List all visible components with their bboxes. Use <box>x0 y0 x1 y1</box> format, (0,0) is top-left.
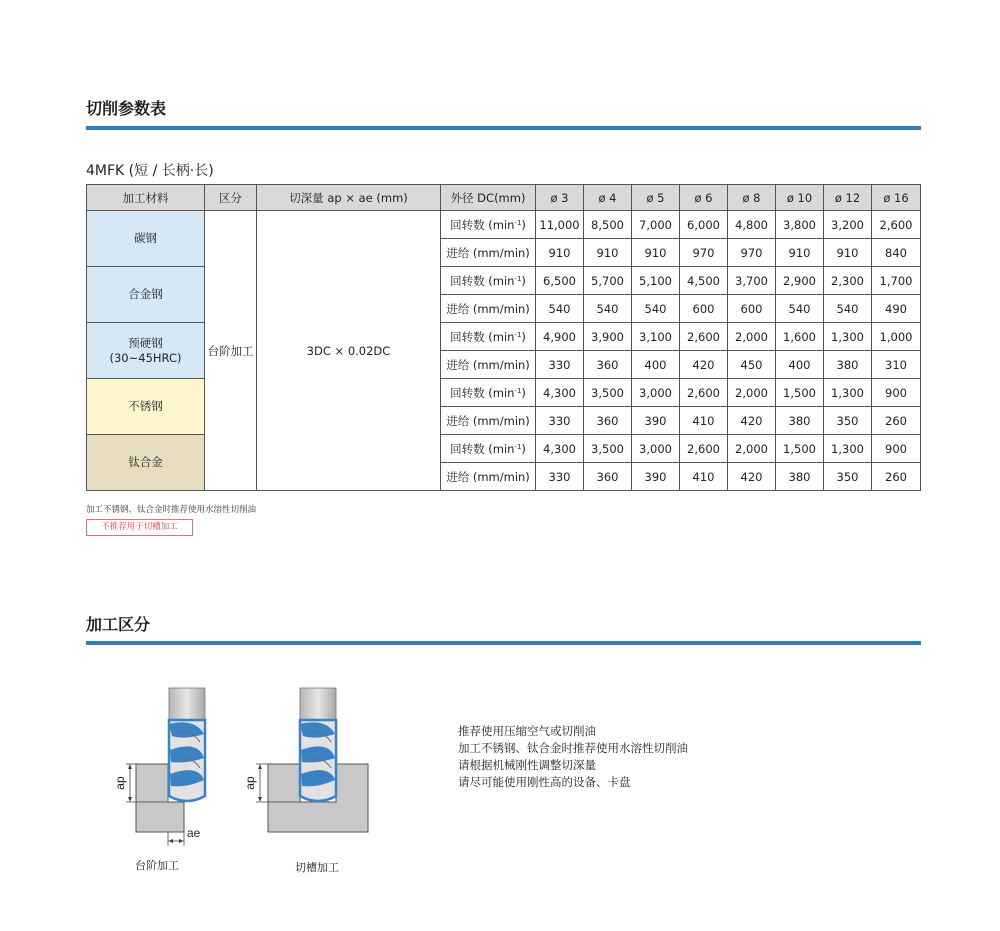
feed-value: 360 <box>584 463 632 491</box>
feed-value: 540 <box>632 295 680 323</box>
rpm-label-text: 回转数 (min <box>450 273 515 288</box>
feed-value: 420 <box>728 463 776 491</box>
feed-value: 600 <box>680 295 728 323</box>
step-machining-diagram <box>113 688 205 846</box>
product-subtitle: 4MFK (短 / 长柄·长) <box>86 163 214 179</box>
rpm-value: 4,500 <box>680 267 728 295</box>
rpm-label-text: 回转数 (min <box>450 329 515 344</box>
header-size: ø 16 <box>872 185 921 211</box>
feed-value: 260 <box>872 463 921 491</box>
rpm-value: 4,300 <box>536 379 584 407</box>
feed-value: 540 <box>776 295 824 323</box>
feed-value: 840 <box>872 239 921 267</box>
feed-value: 910 <box>584 239 632 267</box>
feed-value: 390 <box>632 407 680 435</box>
rpm-label-sup: -1 <box>514 442 522 451</box>
feed-value: 970 <box>680 239 728 267</box>
material-carbon-steel <box>87 211 205 267</box>
rpm-label-close: ) <box>521 441 526 456</box>
note-water-soluble-oil: 加工不锈钢、钛合金时推荐使用水溶性切削油 <box>86 505 257 515</box>
feed-value: 540 <box>536 295 584 323</box>
feed-value: 330 <box>536 351 584 379</box>
material-titanium-alloy <box>87 435 205 491</box>
header-size: ø 3 <box>536 185 584 211</box>
feed-value: 450 <box>728 351 776 379</box>
material-name: 碳钢 <box>134 231 157 246</box>
cutting-params-table <box>86 184 921 491</box>
rpm-value: 2,600 <box>680 379 728 407</box>
slot-machining-caption: 切槽加工 <box>295 861 339 874</box>
header-size: ø 8 <box>728 185 776 211</box>
header-depth: 切深量 ap × ae (mm) <box>257 185 441 211</box>
rpm-value: 4,300 <box>536 435 584 463</box>
feed-value: 380 <box>776 463 824 491</box>
rpm-value: 2,600 <box>872 211 921 239</box>
rpm-label-sup: -1 <box>514 386 522 395</box>
feed-value: 360 <box>584 407 632 435</box>
rpm-label-text: 回转数 (min <box>450 441 515 456</box>
feed-label: 进给 (mm/min) <box>441 239 536 267</box>
header-size: ø 4 <box>584 185 632 211</box>
rpm-label <box>441 379 536 407</box>
rpm-value: 1,300 <box>824 435 872 463</box>
feed-value: 350 <box>824 463 872 491</box>
rpm-label-sup: -1 <box>514 274 522 283</box>
rpm-label-text: 回转数 (min <box>450 385 515 400</box>
usage-tips <box>458 723 688 791</box>
rpm-label-sup: -1 <box>514 218 522 227</box>
machining-diagrams <box>100 680 400 880</box>
rpm-value: 7,000 <box>632 211 680 239</box>
rpm-value: 900 <box>872 435 921 463</box>
rpm-value: 4,800 <box>728 211 776 239</box>
feed-value: 420 <box>680 351 728 379</box>
header-size: ø 12 <box>824 185 872 211</box>
rpm-label <box>441 435 536 463</box>
feed-value: 400 <box>632 351 680 379</box>
rpm-label <box>441 267 536 295</box>
tip-item: 请根据机械刚性调整切深量 <box>458 758 596 772</box>
feed-value: 910 <box>776 239 824 267</box>
feed-label: 进给 (mm/min) <box>441 407 536 435</box>
feed-value: 910 <box>824 239 872 267</box>
rpm-value: 2,300 <box>824 267 872 295</box>
feed-label: 进给 (mm/min) <box>441 463 536 491</box>
feed-value: 490 <box>872 295 921 323</box>
note-not-for-slotting: 不推荐用于切槽加工 <box>86 519 193 536</box>
rpm-value: 1,700 <box>872 267 921 295</box>
material-name: 钛合金 <box>128 455 163 470</box>
rpm-value: 6,500 <box>536 267 584 295</box>
feed-value: 330 <box>536 407 584 435</box>
rpm-value: 2,000 <box>728 435 776 463</box>
rpm-label-close: ) <box>521 217 526 232</box>
rpm-label-text: 回转数 (min <box>450 217 515 232</box>
ae-label: ae <box>187 826 201 840</box>
rpm-label-close: ) <box>521 273 526 288</box>
feed-value: 380 <box>824 351 872 379</box>
feed-value: 970 <box>728 239 776 267</box>
rpm-value: 2,900 <box>776 267 824 295</box>
rpm-value: 6,000 <box>680 211 728 239</box>
end-mill-tool-step <box>169 688 205 801</box>
step-machining-caption: 台阶加工 <box>135 859 179 872</box>
rpm-label <box>441 323 536 351</box>
depth-cell: 3DC × 0.02DC <box>257 211 441 491</box>
feed-value: 910 <box>632 239 680 267</box>
feed-value: 260 <box>872 407 921 435</box>
header-size: ø 6 <box>680 185 728 211</box>
material-alloy-steel <box>87 267 205 323</box>
ap-label-slot: ap <box>243 776 257 790</box>
rpm-value: 3,000 <box>632 435 680 463</box>
tip-item: 推荐使用压缩空气或切削油 <box>458 724 596 738</box>
table-row <box>87 211 921 239</box>
header-size: ø 10 <box>776 185 824 211</box>
feed-value: 390 <box>632 463 680 491</box>
rpm-value: 3,000 <box>632 379 680 407</box>
rpm-value: 8,500 <box>584 211 632 239</box>
material-name: 预硬钢 <box>128 336 163 351</box>
material-prehardened-steel <box>87 323 205 379</box>
cutting-params-title: 切削参数表 <box>86 99 167 118</box>
header-dc: 外径 DC(mm) <box>441 185 536 211</box>
header-material: 加工材料 <box>87 185 205 211</box>
rpm-value: 5,100 <box>632 267 680 295</box>
material-name: 不锈钢 <box>128 399 163 414</box>
rpm-value: 11,000 <box>536 211 584 239</box>
material-hardness: (30~45HRC) <box>109 350 182 365</box>
rpm-value: 3,500 <box>584 379 632 407</box>
rpm-value: 1,500 <box>776 379 824 407</box>
material-stainless-steel <box>87 379 205 435</box>
feed-value: 380 <box>776 407 824 435</box>
feed-label: 进给 (mm/min) <box>441 351 536 379</box>
machining-modes-title: 加工区分 <box>86 615 151 634</box>
rpm-value: 5,700 <box>584 267 632 295</box>
rpm-value: 2,000 <box>728 323 776 351</box>
title-rule <box>86 641 921 645</box>
feed-value: 910 <box>536 239 584 267</box>
rpm-value: 1,000 <box>872 323 921 351</box>
rpm-label-close: ) <box>521 329 526 344</box>
header-mode: 区分 <box>205 185 257 211</box>
rpm-value: 2,600 <box>680 435 728 463</box>
feed-value: 330 <box>536 463 584 491</box>
rpm-value: 3,200 <box>824 211 872 239</box>
rpm-value: 1,500 <box>776 435 824 463</box>
rpm-value: 3,100 <box>632 323 680 351</box>
feed-value: 310 <box>872 351 921 379</box>
ap-label-step: ap <box>113 776 127 790</box>
rpm-value: 1,300 <box>824 323 872 351</box>
feed-value: 360 <box>584 351 632 379</box>
feed-value: 410 <box>680 463 728 491</box>
tip-item: 请尽可能使用刚性高的设备、卡盘 <box>458 775 631 789</box>
rpm-label-close: ) <box>521 385 526 400</box>
feed-value: 420 <box>728 407 776 435</box>
feed-label: 进给 (mm/min) <box>441 295 536 323</box>
feed-value: 350 <box>824 407 872 435</box>
rpm-label <box>441 211 536 239</box>
feed-value: 400 <box>776 351 824 379</box>
rpm-value: 3,700 <box>728 267 776 295</box>
rpm-value: 3,900 <box>584 323 632 351</box>
feed-value: 540 <box>824 295 872 323</box>
rpm-value: 1,600 <box>776 323 824 351</box>
header-size: ø 5 <box>632 185 680 211</box>
rpm-value: 1,300 <box>824 379 872 407</box>
feed-value: 600 <box>728 295 776 323</box>
rpm-value: 900 <box>872 379 921 407</box>
mode-cell: 台阶加工 <box>205 211 257 491</box>
rpm-value: 3,500 <box>584 435 632 463</box>
rpm-value: 3,800 <box>776 211 824 239</box>
title-rule <box>86 126 921 130</box>
rpm-value: 4,900 <box>536 323 584 351</box>
tip-item: 加工不锈钢、钛合金时推荐使用水溶性切削油 <box>458 741 688 755</box>
end-mill-tool-slot <box>300 688 336 801</box>
rpm-label-sup: -1 <box>514 330 522 339</box>
material-name: 合金钢 <box>128 287 163 302</box>
feed-value: 410 <box>680 407 728 435</box>
slot-machining-diagram <box>243 688 368 832</box>
table-header-row <box>87 185 921 211</box>
feed-value: 540 <box>584 295 632 323</box>
rpm-value: 2,600 <box>680 323 728 351</box>
rpm-value: 2,000 <box>728 379 776 407</box>
